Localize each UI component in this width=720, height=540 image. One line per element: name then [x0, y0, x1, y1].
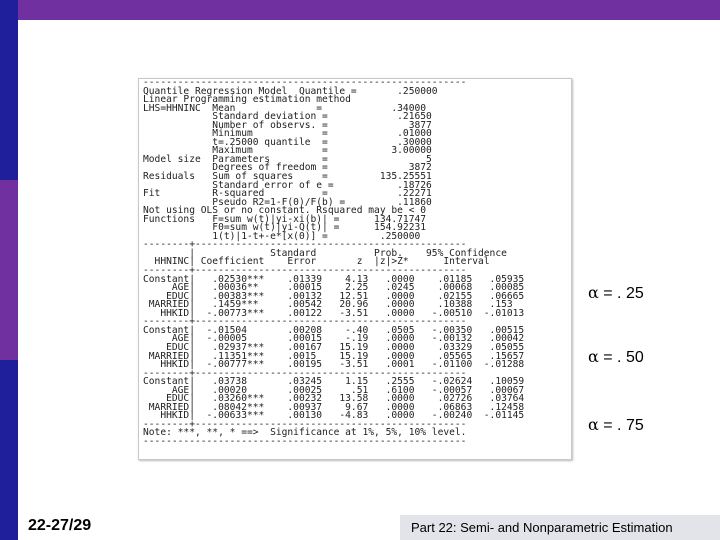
- output-line: HHNINC| Coefficient Error z |z|>Z* Interval: [154, 256, 490, 268]
- left-accent-bar-blue-segment: [0, 360, 18, 540]
- output-line: --------+-----------------------------------------------: [143, 265, 467, 277]
- alpha-value: = . 25: [598, 285, 644, 302]
- output-line: Model size Parameters = 5: [143, 153, 432, 165]
- output-line: EDUC| .00383*** .00132 12.51 .0000 .02155 .06665: [166, 290, 525, 302]
- output-line: HHKID| -.00633*** .00130 -4.83 .0000 -.00240 -.01145: [160, 410, 525, 422]
- output-line: Standard error of e = .18726: [212, 179, 432, 191]
- output-line: HHKID| -.00777*** .00195 -3.51 .0001 -.01100 -.01288: [160, 359, 525, 371]
- alpha-symbol: α: [588, 283, 599, 302]
- alpha-symbol: α: [588, 415, 599, 434]
- output-line: --------------------------------------------------------: [143, 77, 467, 88]
- output-line: Fit R-squared = .22271: [143, 188, 432, 200]
- output-line: Functions F=sum w(t)|yi-xi(b)| = 134.71747: [143, 213, 427, 225]
- footer-bar: [400, 515, 720, 540]
- output-line: Maximum = 3.00000: [212, 145, 432, 157]
- alpha-label-75: [588, 415, 644, 435]
- output-line: 1(t)|1-t+-e*[x(0)] = .250000: [212, 230, 421, 242]
- output-line: F0=sum w(t)|yi-Q(t)| = 154.92231: [212, 222, 427, 234]
- output-line: Quantile Regression Model Quantile = .250000: [143, 85, 438, 97]
- output-line: LHS=HHNINC Mean = .34000: [143, 102, 427, 114]
- output-line: Residuals Sum of squares = 135.25551: [143, 171, 432, 183]
- left-accent-bar: [0, 0, 18, 540]
- alpha-label-25: [588, 283, 644, 303]
- output-line: EDUC| .03260*** .00232 13.58 .0000 .02726 .03764: [166, 393, 525, 405]
- output-line: Minimum = .01000: [212, 128, 432, 140]
- slide-number: 22-27/29: [28, 517, 92, 534]
- output-line: --------+-----------------------------------------------: [143, 239, 467, 251]
- output-line: --------+-----------------------------------------------: [143, 418, 467, 430]
- output-line: AGE| -.00005 .00015 -.19 .0000 -.00132 .00042: [171, 333, 525, 345]
- output-line: MARRIED| .08042*** .00937 9.67 .0000 .06863 .12458: [148, 401, 525, 413]
- output-line: Not using OLS or no constant. Rsquared may be < 0: [143, 205, 427, 217]
- output-line: Number of observs. = 3877: [212, 119, 432, 131]
- output-line: Degrees of freedom = 3872: [212, 162, 432, 174]
- output-line: Linear Programming estimation method: [143, 94, 351, 106]
- output-line: Standard deviation = .21650: [212, 111, 432, 123]
- output-line: AGE| .00020 .00025 .51 .6100 -.00057 .00067: [171, 384, 525, 396]
- left-accent-bar-purple-segment: [0, 180, 18, 360]
- output-line: MARRIED| .11351*** .0015 15.19 .0000 .05565 .15657: [148, 350, 525, 362]
- output-line: Constant| .02530*** .01339 4.13 .0000 .01185 .05935: [143, 273, 525, 285]
- output-line: Constant| -.01504 .00208 -.40 .0505 -.00350 .00515: [143, 324, 525, 336]
- output-line: MARRIED| .1459*** .00542 20.96 .0000 .10388 .153: [148, 299, 513, 311]
- regression-output-text: [143, 79, 524, 447]
- footer-title: Part 22: Semi- and Nonparametric Estimation: [411, 520, 673, 535]
- alpha-label-50: [588, 347, 644, 367]
- output-line: HHKID| -.00773*** .00122 -3.51 .0000 -.00510 -.01013: [160, 307, 525, 319]
- output-line: t=.25000 quantile = .30000: [212, 136, 432, 148]
- output-line: --------------------------------------------------------: [143, 435, 467, 447]
- alpha-symbol: α: [588, 347, 599, 366]
- output-line: Pseudo R2=1-F(0)/F(b) = .11860: [212, 196, 432, 208]
- output-line: | Standard Prob. 95% Confidence: [189, 247, 507, 259]
- regression-output-screenshot: [138, 78, 572, 460]
- output-line: --------+-----------------------------------------------: [143, 367, 467, 379]
- output-line: AGE| .00036** .00015 2.25 .0245 .00068 .00085: [171, 282, 525, 294]
- output-line: --------+-----------------------------------------------: [143, 316, 467, 328]
- alpha-value: = . 75: [598, 417, 644, 434]
- output-line: EDUC| .02937*** .00167 15.19 .0000 .03329 .05055: [166, 341, 525, 353]
- output-line: Constant| .03738 .03245 1.15 .2555 -.02624 .10059: [143, 376, 525, 388]
- alpha-value: = . 50: [598, 349, 644, 366]
- top-accent-bar: [0, 0, 720, 20]
- output-line: Note: ***, **, * ==> Significance at 1%, 5%, 10% level.: [143, 427, 467, 439]
